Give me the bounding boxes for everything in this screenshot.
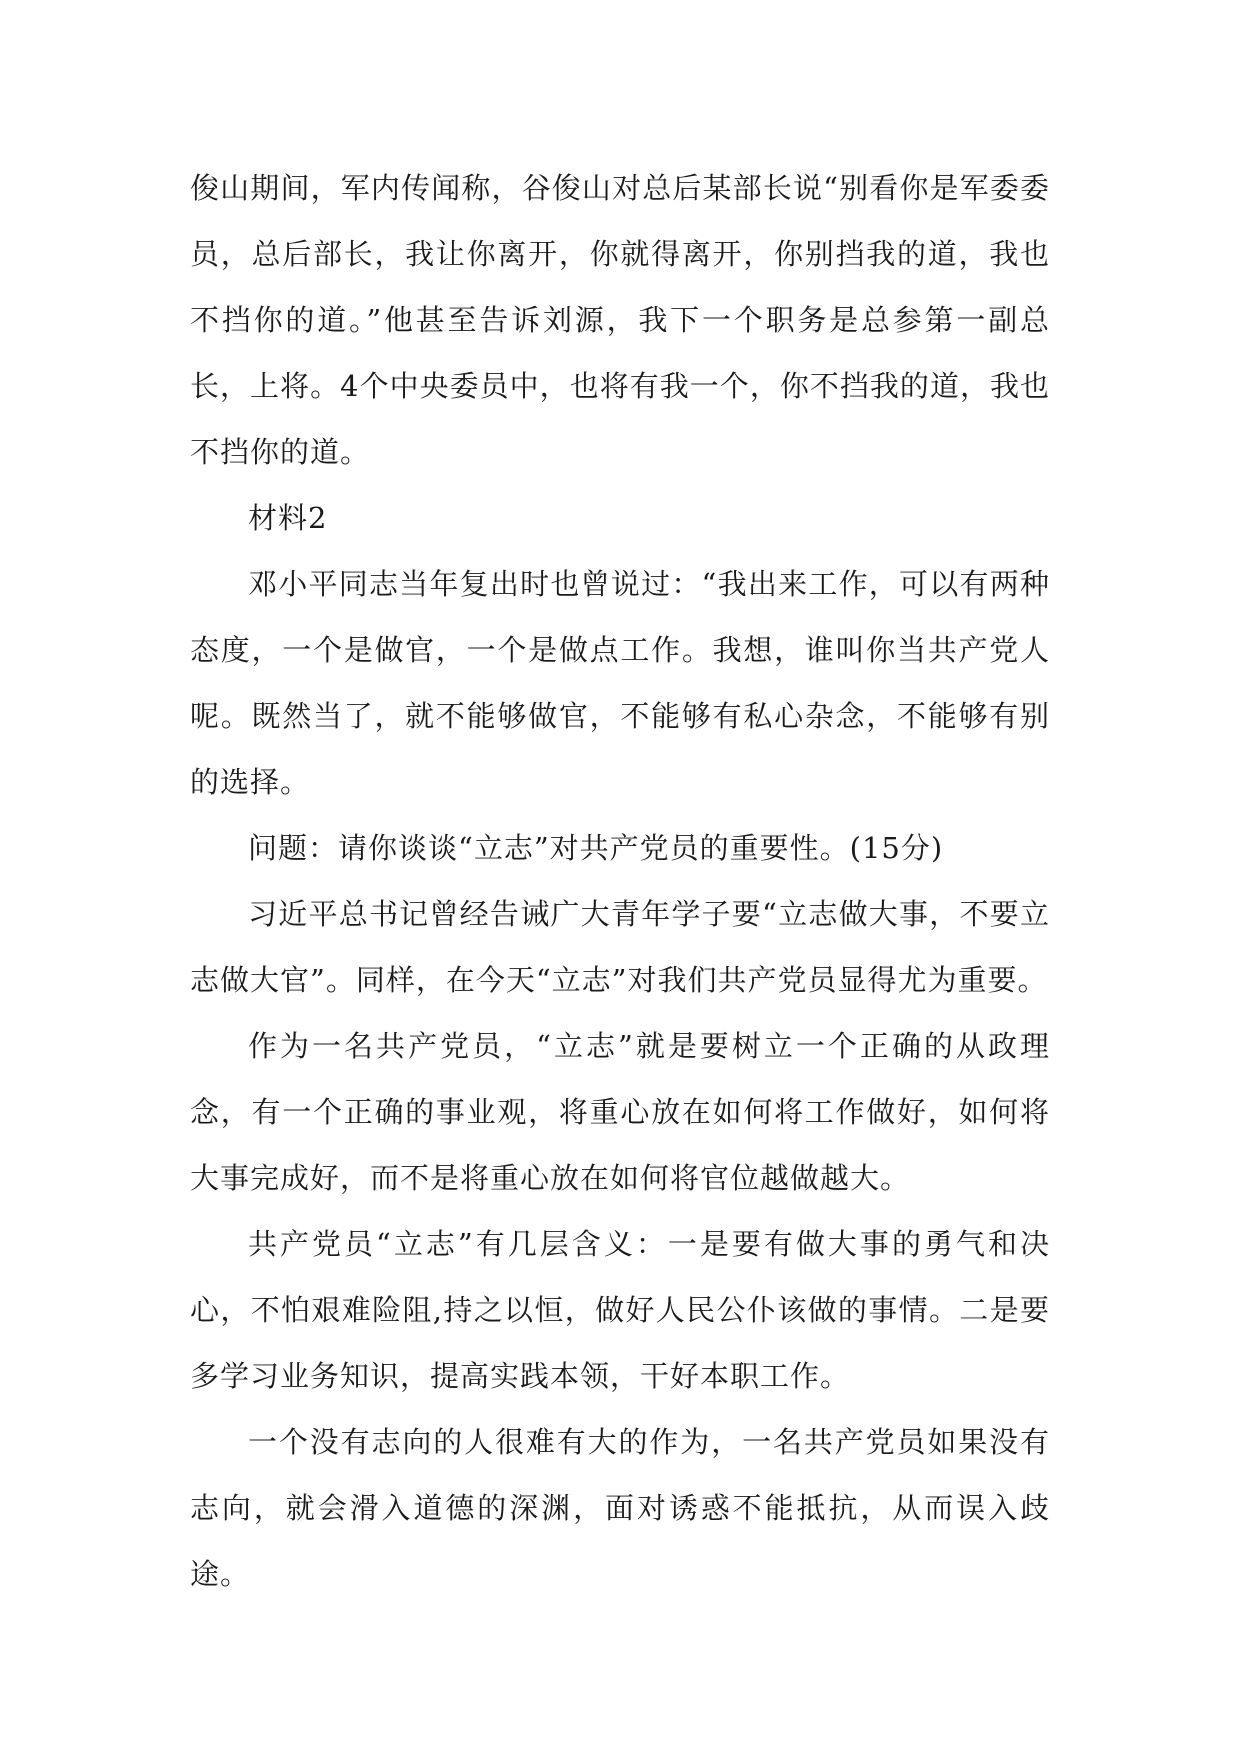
paragraph-material-heading: 材料2 <box>248 501 328 535</box>
document-body <box>190 155 1050 1607</box>
paragraph-answer-concept: 作为一名共产党员，“立志”就是要树立一个正确的从政理念，有一个正确的事业观，将重心放在如何将工作做好，如何将大事完成好，而不是将重心放在如何将官位越做越大。 <box>190 1029 1050 1195</box>
paragraph-deng-quote: 邓小平同志当年复出时也曾说过：“我出来工作，可以有两种态度，一个是做官，一个是做点工作。我想，谁叫你当共产党人呢。既然当了，就不能够做官，不能够有私心杂念，不能够有别的选择。 <box>190 567 1050 799</box>
paragraph-question: 问题：请你谈谈“立志”对共产党员的重要性。(15分) <box>248 831 944 865</box>
paragraph-continuation: 俊山期间，军内传闻称，谷俊山对总后某部长说“别看你是军委委员，总后部长，我让你离开，你就得离开，你别挡我的道，我也不挡你的道。”他甚至告诉刘源，我下一个职务是总参第一副总长，上将。4个中央委员中，也将有我一个，你不挡我的道，我也不挡你的道。 <box>190 171 1050 469</box>
paragraph-answer-intro: 习近平总书记曾经告诫广大青年学子要“立志做大事，不要立志做大官”。同样，在今天“立志”对我们共产党员显得尤为重要。 <box>190 897 1050 997</box>
paragraph-answer-meanings: 共产党员“立志”有几层含义：一是要有做大事的勇气和决心，不怕艰难险阻,持之以恒，做好人民公仆该做的事情。二是要多学习业务知识，提高实践本领，干好本职工作。 <box>190 1227 1050 1393</box>
paragraph-answer-conclusion: 一个没有志向的人很难有大的作为，一名共产党员如果没有志向，就会滑入道德的深渊，面对诱惑不能抵抗，从而误入歧途。 <box>190 1425 1050 1591</box>
